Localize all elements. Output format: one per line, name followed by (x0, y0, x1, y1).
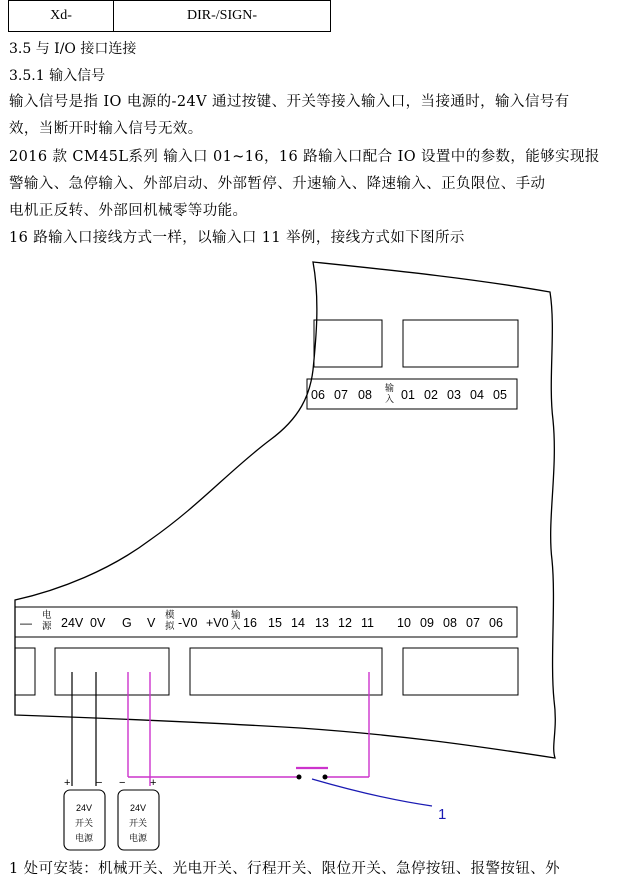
callout-line (312, 779, 432, 806)
paragraph-line: 输入信号是指 IO 电源的-24V 通过按键、开关等接入输入口，当接通时，输入信号有 (9, 94, 570, 110)
subsection-heading: 3.5.1 输入信号 (9, 68, 106, 84)
power-supply-line: 24V (76, 803, 93, 813)
bottom-terminal-label: 10 (397, 616, 411, 630)
power-supply-line: 开关 (129, 818, 148, 828)
power-supply-plus: + (64, 777, 71, 789)
bottom-terminal-label-power: 电源 (42, 610, 52, 632)
bottom-terminal-label: -V0 (178, 616, 198, 630)
power-supply-minus: − (119, 777, 126, 789)
bottom-terminal-label: 06 (489, 616, 503, 630)
paragraph-line: 16 路输入口接线方式一样，以输入口 11 举例，接线方式如下图所示 (9, 230, 465, 246)
power-supply-2 (118, 777, 159, 850)
switch-contact-right (323, 775, 328, 780)
section-heading: 3.5 与 I/O 接口连接 (9, 41, 137, 57)
footer-text: 1 处可安装：机械开关、光电开关、行程开关、限位开关、急停按钮、报警按钮、外 (9, 861, 561, 877)
wiring-diagram (0, 255, 639, 865)
paragraph-line: 电机正反转、外部回机械零等功能。 (9, 203, 248, 219)
power-supply-plus: + (150, 777, 157, 789)
bottom-terminal-label: 07 (466, 616, 480, 630)
bottom-terminal-label: 09 (420, 616, 434, 630)
power-supply-1 (64, 777, 105, 850)
bottom-terminal-label: 13 (315, 616, 329, 630)
bottom-terminal-label: 15 (268, 616, 282, 630)
bottom-terminal-label-analog: 模拟 (165, 610, 175, 632)
power-supply-minus: − (96, 777, 103, 789)
top-terminal-label: 03 (447, 388, 461, 402)
header-cell-right: DIR-/SIGN- (114, 1, 331, 32)
bottom-terminal-label: 14 (291, 616, 305, 630)
paragraph-line: 2016 款 CM45L系列 输入口 01~16，16 路输入口配合 IO 设置中的参数，能够实现报 (9, 149, 600, 165)
header-cell-left: Xd- (9, 1, 114, 32)
bottom-terminal-label: 24V (61, 616, 84, 630)
top-terminal-label: 08 (358, 388, 372, 402)
top-terminal-label: 05 (493, 388, 507, 402)
power-supply-line: 开关 (75, 818, 94, 828)
top-terminal-label: 01 (401, 388, 415, 402)
switch-contact-left (297, 775, 302, 780)
bottom-terminal-label: V (147, 616, 156, 630)
bottom-terminal-label: 08 (443, 616, 457, 630)
lower-block-right (403, 648, 518, 695)
upper-block-left (314, 320, 382, 367)
callout-number: 1 (438, 806, 447, 823)
top-terminal-label: 02 (424, 388, 438, 402)
header-table (8, 0, 331, 32)
power-supply-line: 电源 (75, 833, 94, 843)
bottom-terminal-dash: — (20, 616, 32, 630)
bottom-terminal-label-input: 输入 (231, 610, 241, 632)
lower-block-inputs (190, 648, 382, 695)
bottom-terminal-label: 12 (338, 616, 352, 630)
bottom-terminal-label: +V0 (206, 616, 229, 630)
bottom-terminal-label: G (122, 616, 132, 630)
bottom-terminal-label: 0V (90, 616, 106, 630)
bottom-terminal-label: 11 (361, 616, 374, 630)
bottom-terminal-label: 16 (243, 616, 257, 630)
top-terminal-label-input: 输入 (385, 383, 395, 404)
top-terminal-label: 04 (470, 388, 484, 402)
power-supply-line: 24V (130, 803, 147, 813)
paragraph-line: 效，当断开时输入信号无效。 (9, 121, 203, 137)
top-terminal-label: 06 (311, 388, 325, 402)
upper-block-right (403, 320, 518, 367)
power-supply-line: 电源 (129, 833, 148, 843)
top-terminal-label: 07 (334, 388, 348, 402)
lower-block-edge (15, 648, 35, 695)
paragraph-line: 警输入、急停输入、外部启动、外部暂停、升速输入、降速输入、正负限位、手动 (9, 176, 546, 192)
